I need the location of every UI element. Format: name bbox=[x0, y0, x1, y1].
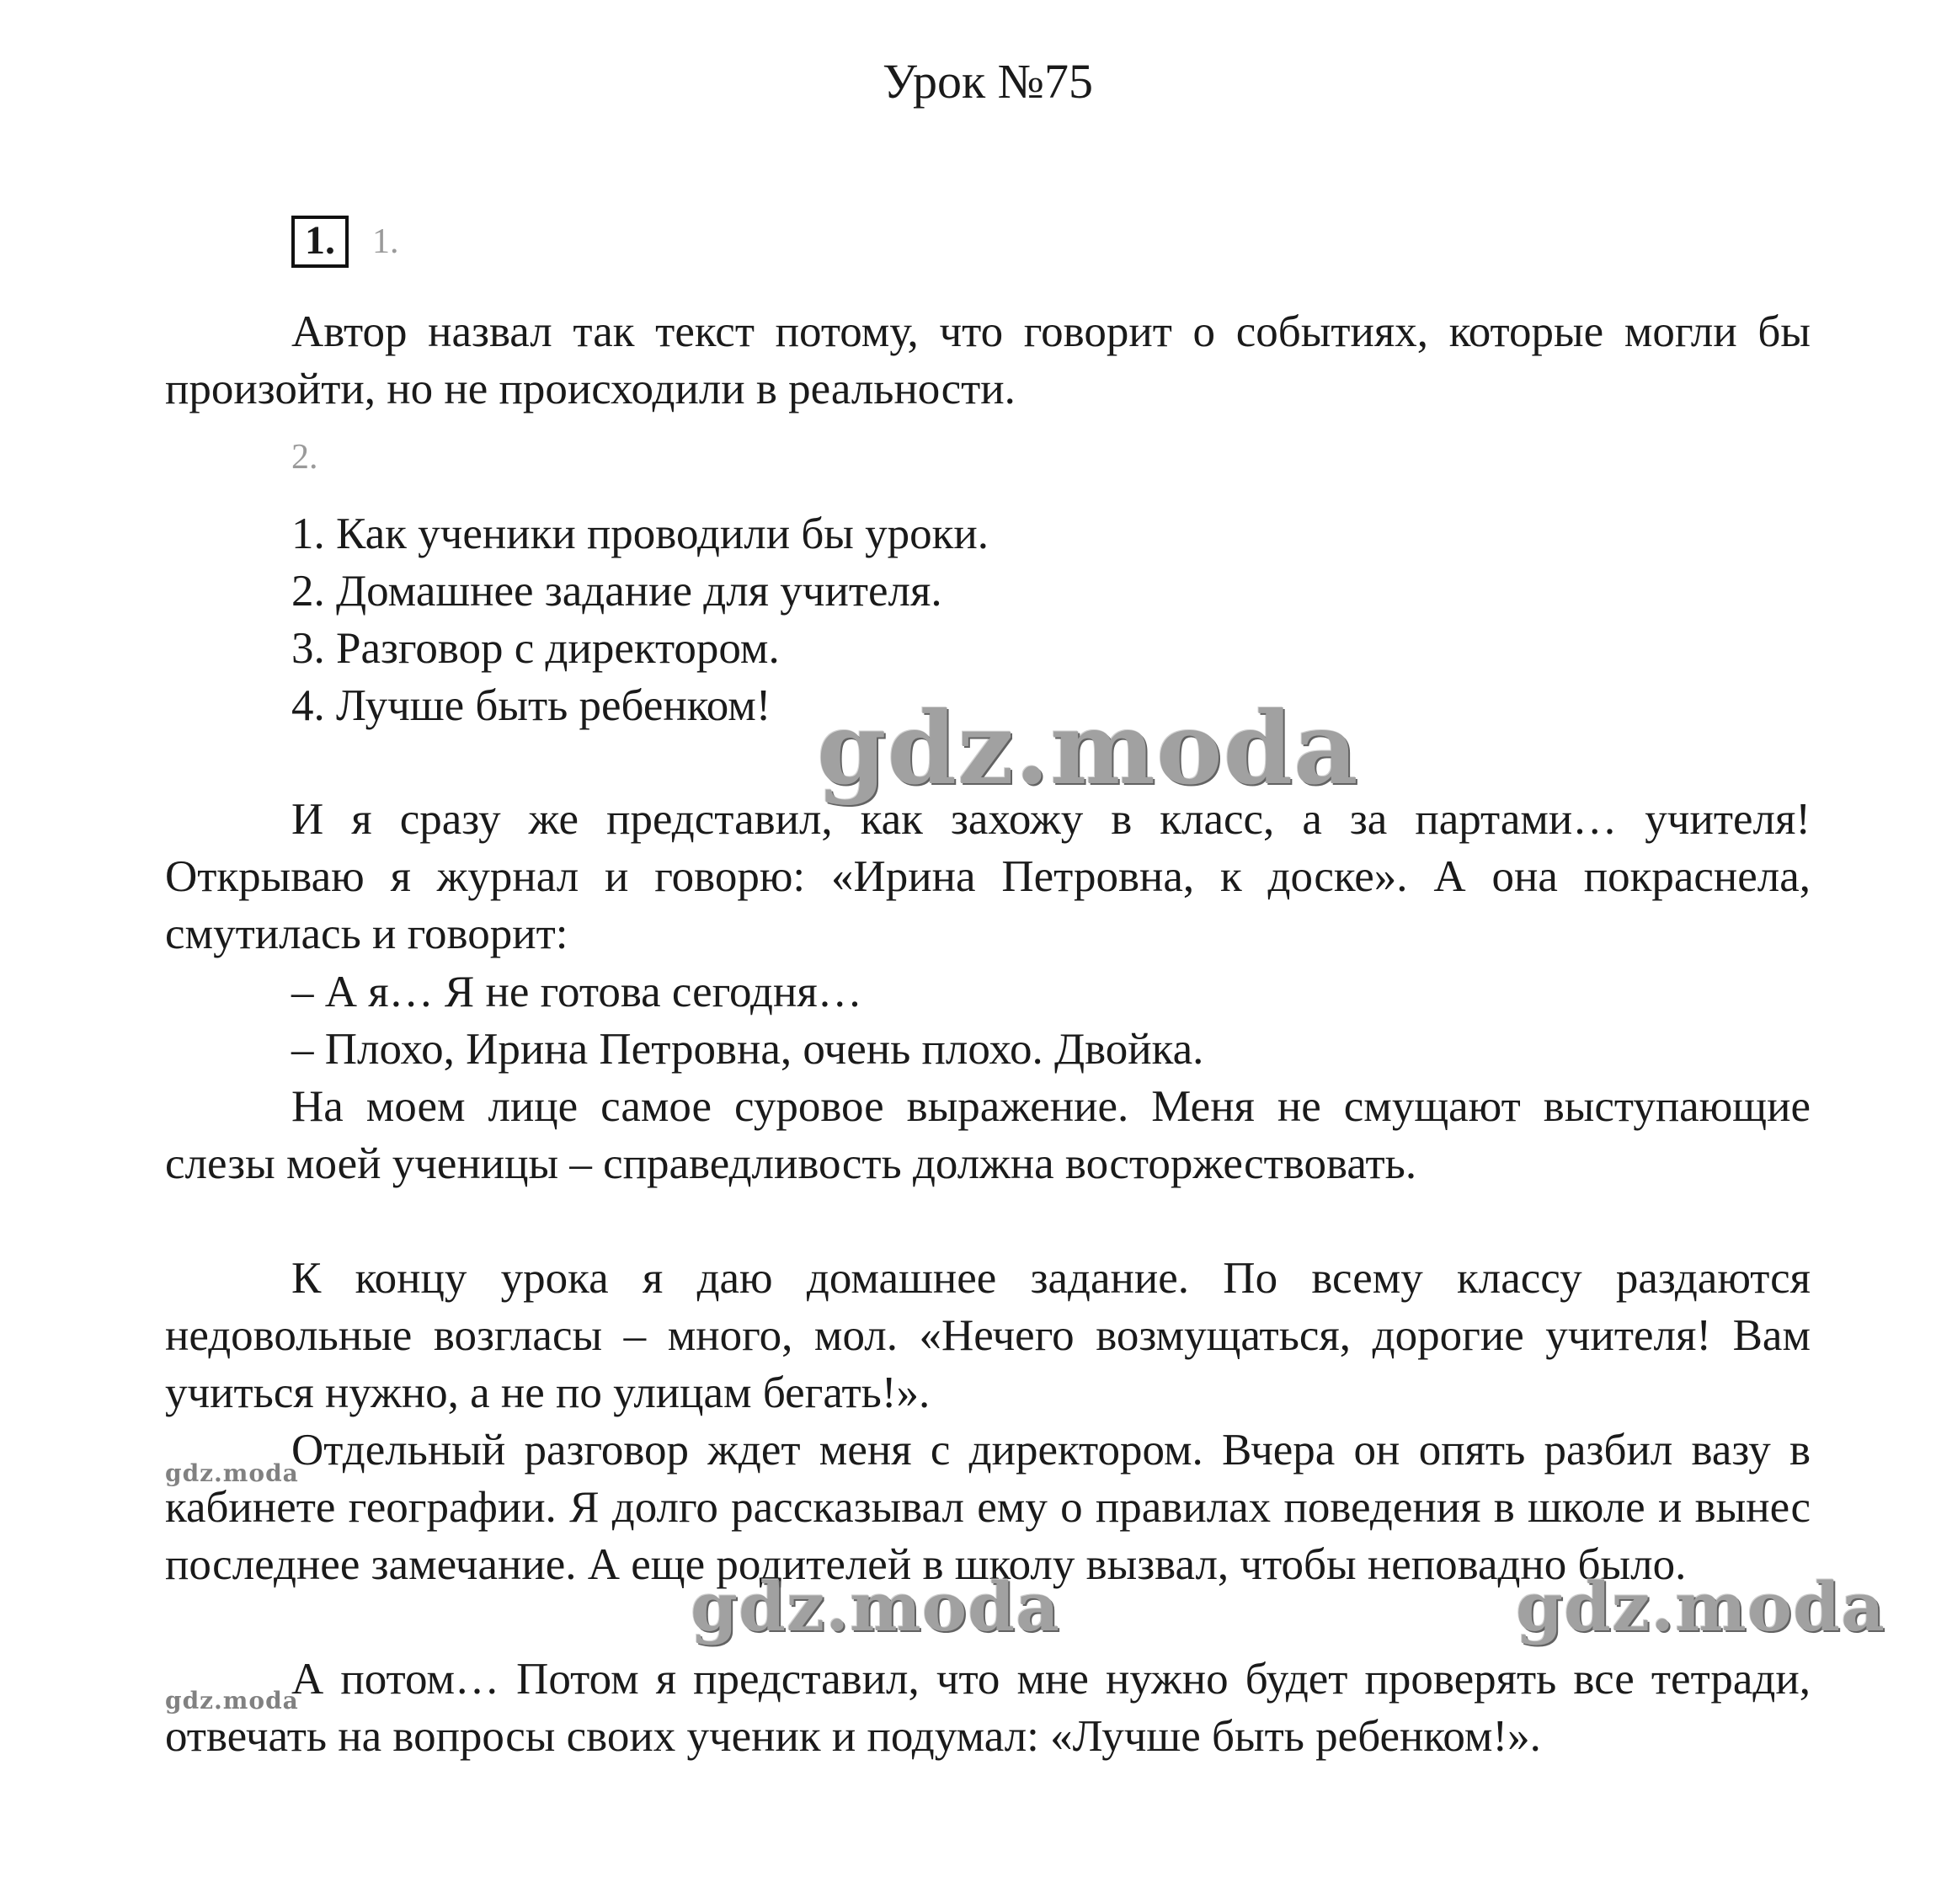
lesson-title: Урок №75 bbox=[883, 54, 1093, 109]
task-number-box: 1. bbox=[291, 216, 349, 268]
subtask-number-1: 1. bbox=[372, 222, 399, 261]
plan-item: 4. Лучше быть ребенком! bbox=[291, 681, 771, 730]
task-header bbox=[291, 216, 399, 268]
story-paragraph-5: А потом… Потом я представил, что мне нужно будет проверять все тетради, отвечать на вопросы своих ученик и подумал: «Лучше быть ребенком!». bbox=[165, 1655, 1811, 1761]
plan-item: 1. Как ученики проводили бы уроки. bbox=[291, 509, 989, 558]
answer-paragraph-1: Автор назвал так текст потому, что говорит о событиях, которые могли бы произойти, но не происходили в реальности. bbox=[165, 307, 1811, 413]
dialog-line-1: – А я… Я не готова сегодня… bbox=[291, 968, 862, 1016]
story-paragraph-2: На моем лице самое суровое выражение. Меня не смущают выступающие слезы моей ученицы – справедливость должна восторжествовать. bbox=[165, 1082, 1811, 1188]
watermark-mid-left: gdz.moda bbox=[691, 1567, 1060, 1646]
dialog-line-2: – Плохо, Ирина Петровна, очень плохо. Двойка. bbox=[291, 1025, 1204, 1074]
story-paragraph-3: К концу урока я даю домашнее задание. По всему классу раздаются недовольные возгласы – много, мол. «Нечего возмущаться, дорогие учителя! Вам учиться нужно, а не по улицам бегать!». bbox=[165, 1254, 1811, 1417]
watermark-main: gdz.moda bbox=[817, 690, 1359, 807]
watermark-small-1: gdz.moda bbox=[165, 1459, 299, 1487]
story-paragraph-4: Отдельный разговор ждет меня с директором. Вчера он опять разбил вазу в кабинете географии. Я долго рассказывал ему о правилах поведения в школе и вынес последнее замечание. А еще родителей в школу вызвал, чтобы неповадно было. bbox=[165, 1426, 1811, 1589]
plan-item: 3. Разговор с директором. bbox=[291, 624, 780, 673]
watermark-small-2: gdz.moda bbox=[165, 1687, 299, 1715]
watermark-mid-right: gdz.moda bbox=[1516, 1567, 1885, 1646]
story-paragraph-1: И я сразу же представил, как захожу в класс, а за партами… учителя! Открываю я журнал и говорю: «Ирина Петровна, к доске». А она покраснела, смутилась и говорит: bbox=[165, 795, 1811, 958]
plan-item: 2. Домашнее задание для учителя. bbox=[291, 567, 942, 616]
subtask-number-2: 2. bbox=[291, 438, 318, 477]
